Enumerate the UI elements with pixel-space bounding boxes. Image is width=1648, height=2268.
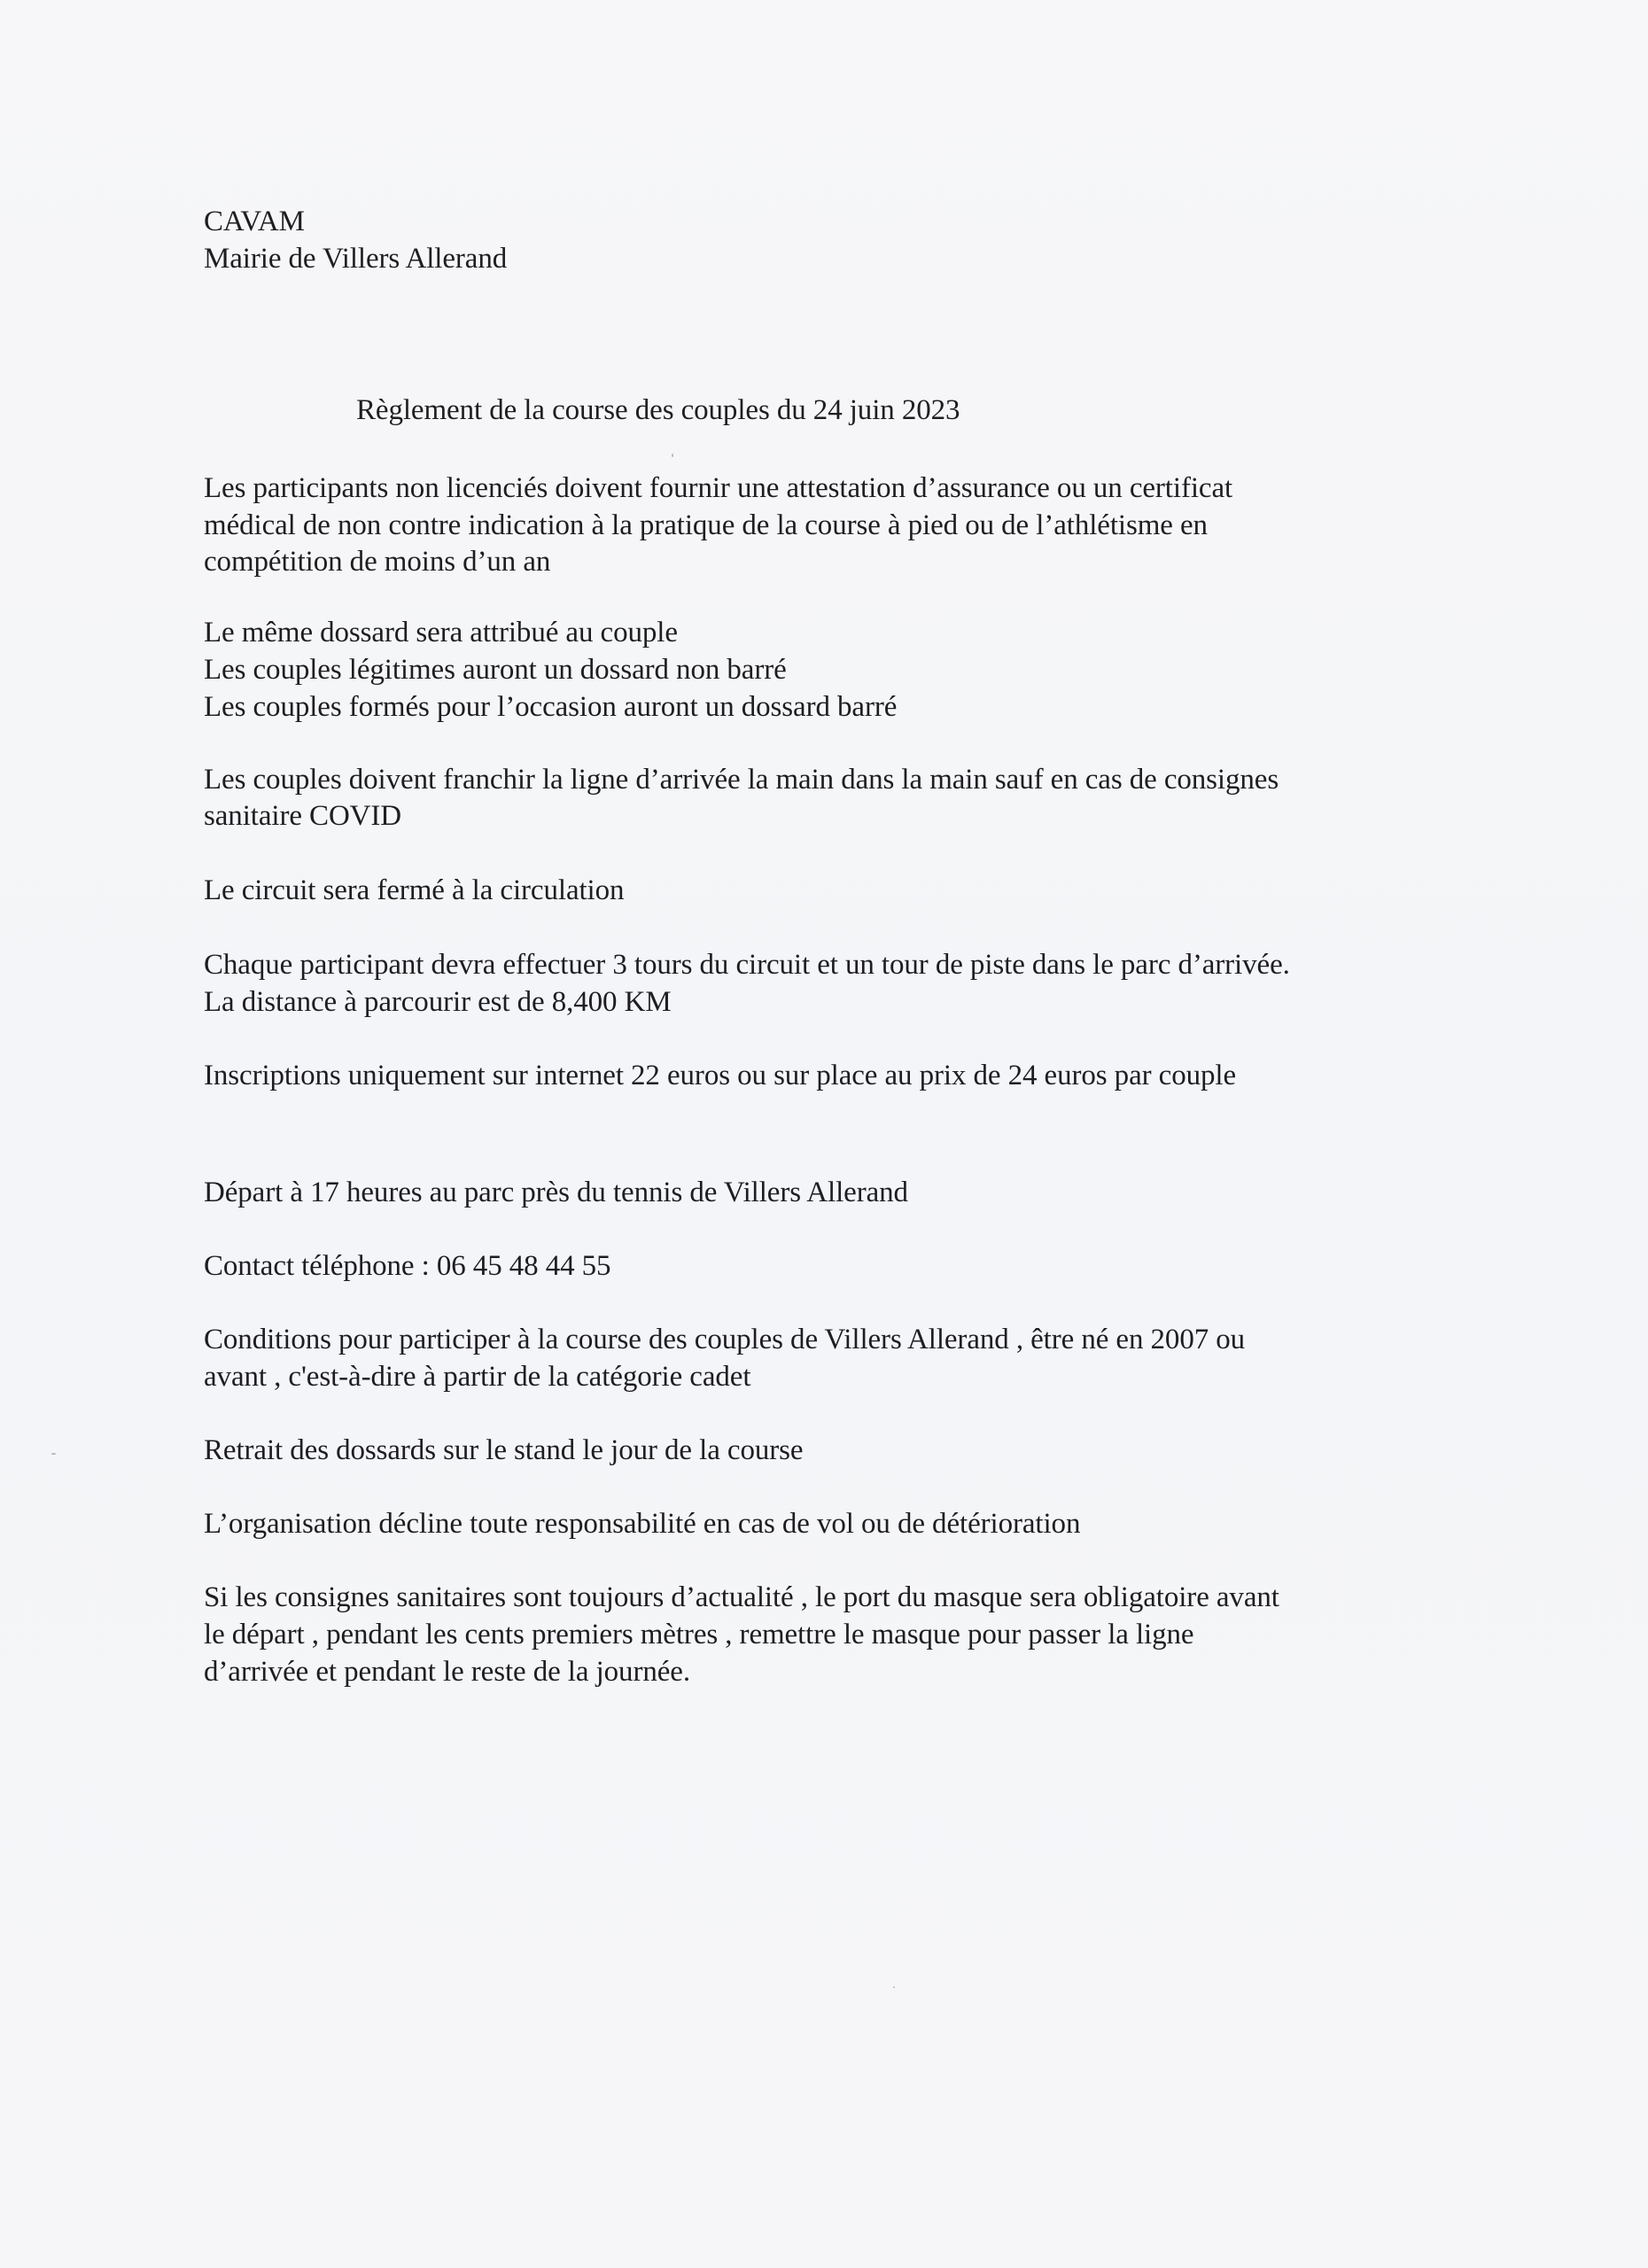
paragraph-line: d’arrivée et pendant le reste de la journée. bbox=[204, 1656, 690, 1688]
paragraph-line: Si les consignes sanitaires sont toujours d’actualité , le port du masque sera obligatoire avant bbox=[204, 1581, 1279, 1613]
paragraph-line: sanitaire COVID bbox=[204, 800, 402, 832]
paragraph-line: Les couples légitimes auront un dossard non barré bbox=[204, 654, 787, 686]
paragraph-line: Le même dossard sera attribué au couple bbox=[204, 617, 678, 649]
paragraph-line: médical de non contre indication à la pratique de la course à pied ou de l’athlétisme en bbox=[204, 509, 1208, 541]
document-title: Règlement de la course des couples du 24 juin 2023 bbox=[356, 394, 960, 426]
paragraph-line: le départ , pendant les cents premiers mètres , remettre le masque pour passer la ligne bbox=[204, 1619, 1194, 1651]
paragraph-line: Inscriptions uniquement sur internet 22 euros ou sur place au prix de 24 euros par couple bbox=[204, 1060, 1237, 1091]
organization-name: CAVAM bbox=[204, 206, 305, 237]
paragraph-line: La distance à parcourir est de 8,400 KM bbox=[204, 986, 672, 1018]
paragraph-line: Les couples formés pour l’occasion auront un dossard barré bbox=[204, 691, 898, 723]
paragraph-line: avant , c'est-à-dire à partir de la catégorie cadet bbox=[204, 1361, 751, 1393]
institution-name: Mairie de Villers Allerand bbox=[204, 243, 508, 275]
paragraph-line: compétition de moins d’un an bbox=[204, 546, 551, 578]
paragraph-line: Les couples doivent franchir la ligne d’arrivée la main dans la main sauf en cas de consignes bbox=[204, 764, 1279, 796]
scan-speck bbox=[893, 1986, 895, 1988]
paragraph-line: Les participants non licenciés doivent fournir une attestation d’assurance ou un certificat bbox=[204, 472, 1233, 504]
paragraph-line: Conditions pour participer à la course des couples de Villers Allerand , être né en 2007 ou bbox=[204, 1324, 1246, 1355]
paragraph-line: Contact téléphone : 06 45 48 44 55 bbox=[204, 1250, 611, 1282]
paragraph-line: Chaque participant devra effectuer 3 tours du circuit et un tour de piste dans le parc d’arrivée. bbox=[204, 949, 1290, 981]
scan-speck bbox=[51, 1453, 56, 1455]
paragraph-line: Retrait des dossards sur le stand le jour de la course bbox=[204, 1434, 804, 1466]
scan-speck bbox=[672, 454, 673, 457]
paragraph-line: Le circuit sera fermé à la circulation bbox=[204, 874, 625, 906]
paragraph-line: Départ à 17 heures au parc près du tennis de Villers Allerand bbox=[204, 1177, 908, 1208]
paragraph-line: L’organisation décline toute responsabilité en cas de vol ou de détérioration bbox=[204, 1508, 1081, 1540]
